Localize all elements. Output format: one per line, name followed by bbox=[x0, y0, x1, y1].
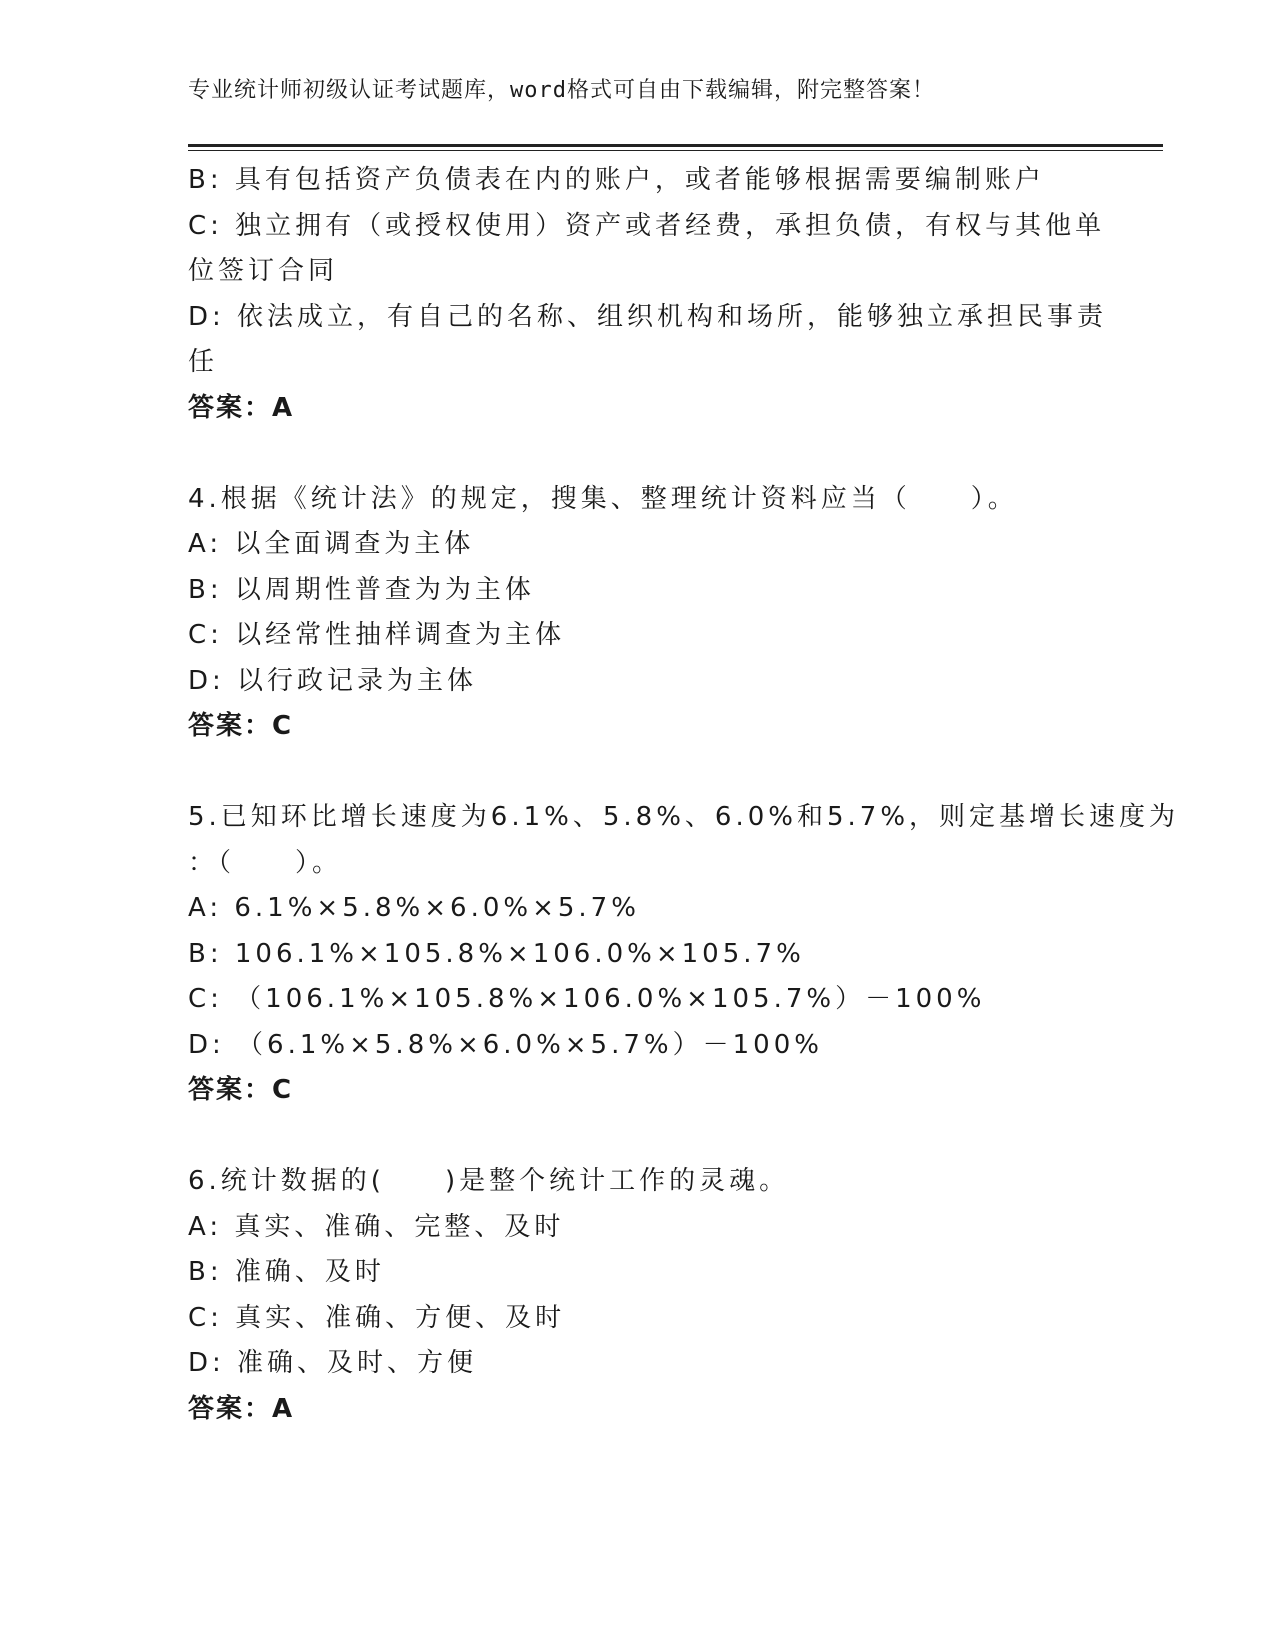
answer: 答案：A bbox=[188, 392, 295, 423]
answer: 答案：C bbox=[188, 711, 294, 741]
question-6 bbox=[188, 1159, 1088, 1432]
option-d: D: 准确、及时、方便 bbox=[188, 1348, 478, 1378]
option-b: B: 具有包括资产负债表在内的账户，或者能够根据需要编制账户 bbox=[188, 165, 1045, 195]
option-d-cont: 任 bbox=[188, 347, 219, 377]
question-stem: 5.已知环比增长速度为6.1%、5.8%、6.0%和5.7%，则定基增长速度为 bbox=[188, 802, 1180, 832]
option-c-cont: 位签订合同 bbox=[188, 256, 339, 286]
header-rule-thick bbox=[188, 144, 1163, 147]
question-4 bbox=[188, 477, 1088, 750]
option-c: C: 独立拥有（或授权使用）资产或者经费，承担负债，有权与其他单 bbox=[188, 210, 1106, 241]
option-a: A: 真实、准确、完整、及时 bbox=[188, 1211, 565, 1242]
question-stem-cont: ：（ ）。 bbox=[188, 847, 343, 878]
header-rule-thin bbox=[188, 150, 1163, 151]
option-b: B: 以周期性普查为为主体 bbox=[188, 574, 535, 605]
option-c: C: （106.1%×105.8%×106.0%×105.7%）－100% bbox=[188, 984, 986, 1014]
question-stem: 6.统计数据的( )是整个统计工作的灵魂。 bbox=[188, 1166, 790, 1196]
spacer bbox=[188, 750, 1088, 796]
question-content bbox=[188, 158, 1180, 1432]
option-c: C: 真实、准确、方便、及时 bbox=[188, 1302, 566, 1333]
question-stem: 4.根据《统计法》的规定，搜集、整理统计资料应当（ ）。 bbox=[188, 483, 1018, 514]
spacer bbox=[188, 1114, 1088, 1160]
answer: 答案：C bbox=[188, 1075, 294, 1105]
option-a: A: 以全面调查为主体 bbox=[188, 529, 475, 559]
option-d: D: 以行政记录为主体 bbox=[188, 665, 478, 696]
option-d: D: （6.1%×5.8%×6.0%×5.7%）－100% bbox=[188, 1029, 823, 1060]
option-b: B: 106.1%×105.8%×106.0%×105.7% bbox=[188, 938, 805, 969]
page-header-title: 专业统计师初级认证考试题库，word格式可自由下载编辑，附完整答案！ bbox=[188, 78, 935, 103]
option-b: B: 准确、及时 bbox=[188, 1257, 385, 1287]
answer: 答案：A bbox=[188, 1393, 295, 1424]
option-c: C: 以经常性抽样调查为主体 bbox=[188, 620, 566, 650]
option-a: A: 6.1%×5.8%×6.0%×5.7% bbox=[188, 893, 640, 923]
spacer bbox=[188, 431, 1088, 477]
prev-question-block bbox=[188, 158, 1108, 431]
question-5 bbox=[188, 795, 1180, 1114]
option-d: D: 依法成立，有自己的名称、组织机构和场所，能够独立承担民事责 bbox=[188, 301, 1108, 332]
